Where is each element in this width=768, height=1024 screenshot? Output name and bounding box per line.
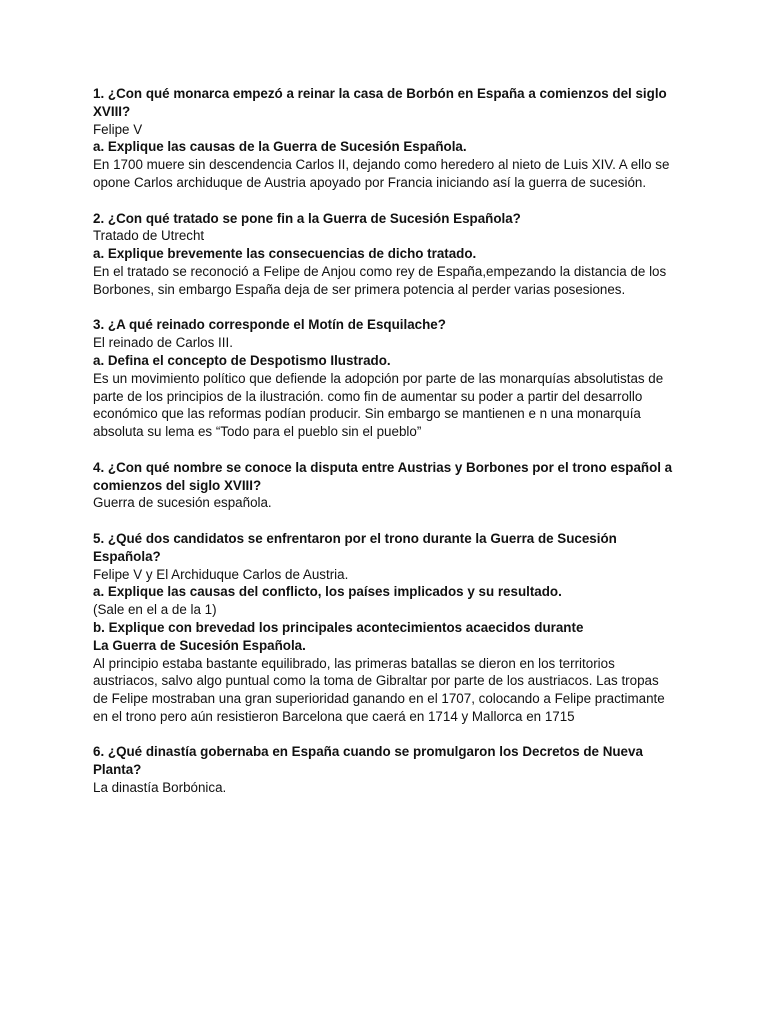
question-text: 6. ¿Qué dinastía gobernaba en España cuando se promulgaron los Decretos de Nueva Planta? [93,744,643,778]
question-section-3 [93,316,673,441]
answer-text: En 1700 muere sin descendencia Carlos II, dejando como heredero al nieto de Luis XIV. A ello se opone Carlos archiduque de Austria apoyado por Francia iniciando así la guerra de sucesión. [93,157,670,190]
question-section-5 [93,530,673,726]
question-text: 2. ¿Con qué tratado se pone fin a la Guerra de Sucesión Española? [93,210,521,226]
subquestion-text: a. Explique las causas de la Guerra de Sucesión Española. [93,139,467,155]
answer-text: Tratado de Utrecht [93,228,205,244]
question-text: 1. ¿Con qué monarca empezó a reinar la casa de Borbón en España a comienzos del siglo XVIII? [93,86,667,119]
answer-text: Felipe V y El Archiduque Carlos de Austria. [93,566,349,582]
question-section-4 [93,459,673,512]
subquestion-text: b. Explique con brevedad los principales acontecimientos acaecidos durante [93,619,584,635]
question-text: 4. ¿Con qué nombre se conoce la disputa entre Austrias y Borbones por el trono español a comienzos del siglo XVIII? [93,459,673,493]
answer-text: Al principio estaba bastante equilibrado, las primeras batallas se dieron en los territorios austriacos, salvo algo puntual como la toma de Gibraltar por parte de los austriacos. Las tropas de Felipe mostraban una gran superioridad ganando en el 1707, colocando a Felipe practimante en el trono pero aún resistieron Barcelona que caerá en 1714 y Mallorca en 1715 [93,655,665,724]
subquestion-text: a. Defina el concepto de Despotismo Ilustrado. [93,352,391,368]
answer-text: En el tratado se reconoció a Felipe de Anjou como rey de España,empezando la distancia de los Borbones, sin embargo España deja de ser primera potencia al perder varias posesiones. [93,263,667,297]
question-section-1 [93,85,673,192]
answer-text: Guerra de sucesión española. [93,495,272,511]
answer-text: El reinado de Carlos III. [93,335,233,351]
question-text: 5. ¿Qué dos candidatos se enfrentaron por el trono durante la Guerra de Sucesión Española? [93,530,617,564]
question-section-6 [93,743,673,796]
question-text: 3. ¿A qué reinado corresponde el Motín de Esquilache? [93,317,446,333]
question-section-2 [93,210,673,299]
answer-text: (Sale en el a de la 1) [93,602,217,618]
answer-text: Felipe V [93,121,143,137]
subquestion-text: La Guerra de Sucesión Española. [93,637,306,653]
answer-text: Es un movimiento político que defiende la adopción por parte de las monarquías absolutistas de parte de los principios de la ilustración. como fin de aumentar su poder a partir del desarrollo económico que las reformas podían producir. Sin embargo se mantienen e n una monarquía absoluta su lema es “Todo para el pueblo sin el pueblo” [93,370,664,440]
answer-text: La dinastía Borbónica. [93,780,227,796]
subquestion-text: a. Explique las causas del conflicto, los países implicados y su resultado. [93,584,562,600]
document-page [93,85,673,815]
subquestion-text: a. Explique brevemente las consecuencias de dicho tratado. [93,246,477,262]
